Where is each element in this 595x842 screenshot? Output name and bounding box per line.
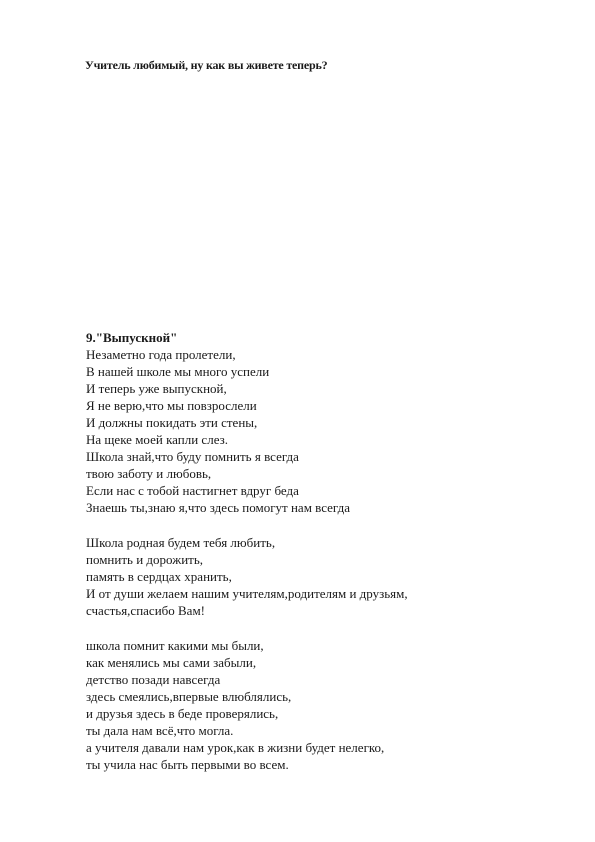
poem-line: а учителя давали нам урок,как в жизни будет нелегко,	[86, 740, 385, 755]
poem	[86, 329, 566, 773]
poem-line: И должны покидать эти стены,	[86, 415, 258, 430]
poem-title: 9."Выпускной"	[86, 330, 178, 345]
poem-line: Я не верю,что мы повзрослели	[86, 398, 257, 413]
stanza-3	[86, 637, 566, 773]
stanza-gap	[86, 619, 566, 637]
header-line: Учитель любимый, ну как вы живете теперь?	[85, 58, 328, 72]
poem-line: помнить и дорожить,	[86, 552, 204, 567]
poem-line: На щеке моей капли слез.	[86, 432, 229, 447]
poem-line: Знаешь ты,знаю я,что здесь помогут нам всегда	[86, 500, 351, 515]
poem-line: счастья,спасибо Вам!	[86, 603, 206, 618]
poem-line: ты дала нам всё,что могла.	[86, 723, 234, 738]
poem-line: ты учила нас быть первыми во всем.	[86, 757, 289, 772]
poem-line: И теперь уже выпускной,	[86, 381, 227, 396]
poem-line: Школа родная будем тебя любить,	[86, 535, 276, 550]
poem-line: как менялись мы сами забыли,	[86, 655, 257, 670]
poem-line: Школа знай,что буду помнить я всегда	[86, 449, 299, 464]
poem-line: И от души желаем нашим учителям,родителям и друзьям,	[86, 586, 408, 601]
stanza-gap	[86, 516, 566, 534]
poem-line: В нашей школе мы много успели	[86, 364, 270, 379]
poem-line: школа помнит какими мы были,	[86, 638, 264, 653]
stanza-2	[86, 534, 566, 619]
stanza-1	[86, 346, 566, 516]
poem-line: память в сердцах хранить,	[86, 569, 232, 584]
poem-line: детство позади навсегда	[86, 672, 221, 687]
poem-line: здесь смеялись,впервые влюблялись,	[86, 689, 292, 704]
poem-line: твою заботу и любовь,	[86, 466, 212, 481]
poem-line: Если нас с тобой настигнет вдруг беда	[86, 483, 299, 498]
poem-line: и друзья здесь в беде проверялись,	[86, 706, 279, 721]
poem-line: Незаметно года пролетели,	[86, 347, 236, 362]
